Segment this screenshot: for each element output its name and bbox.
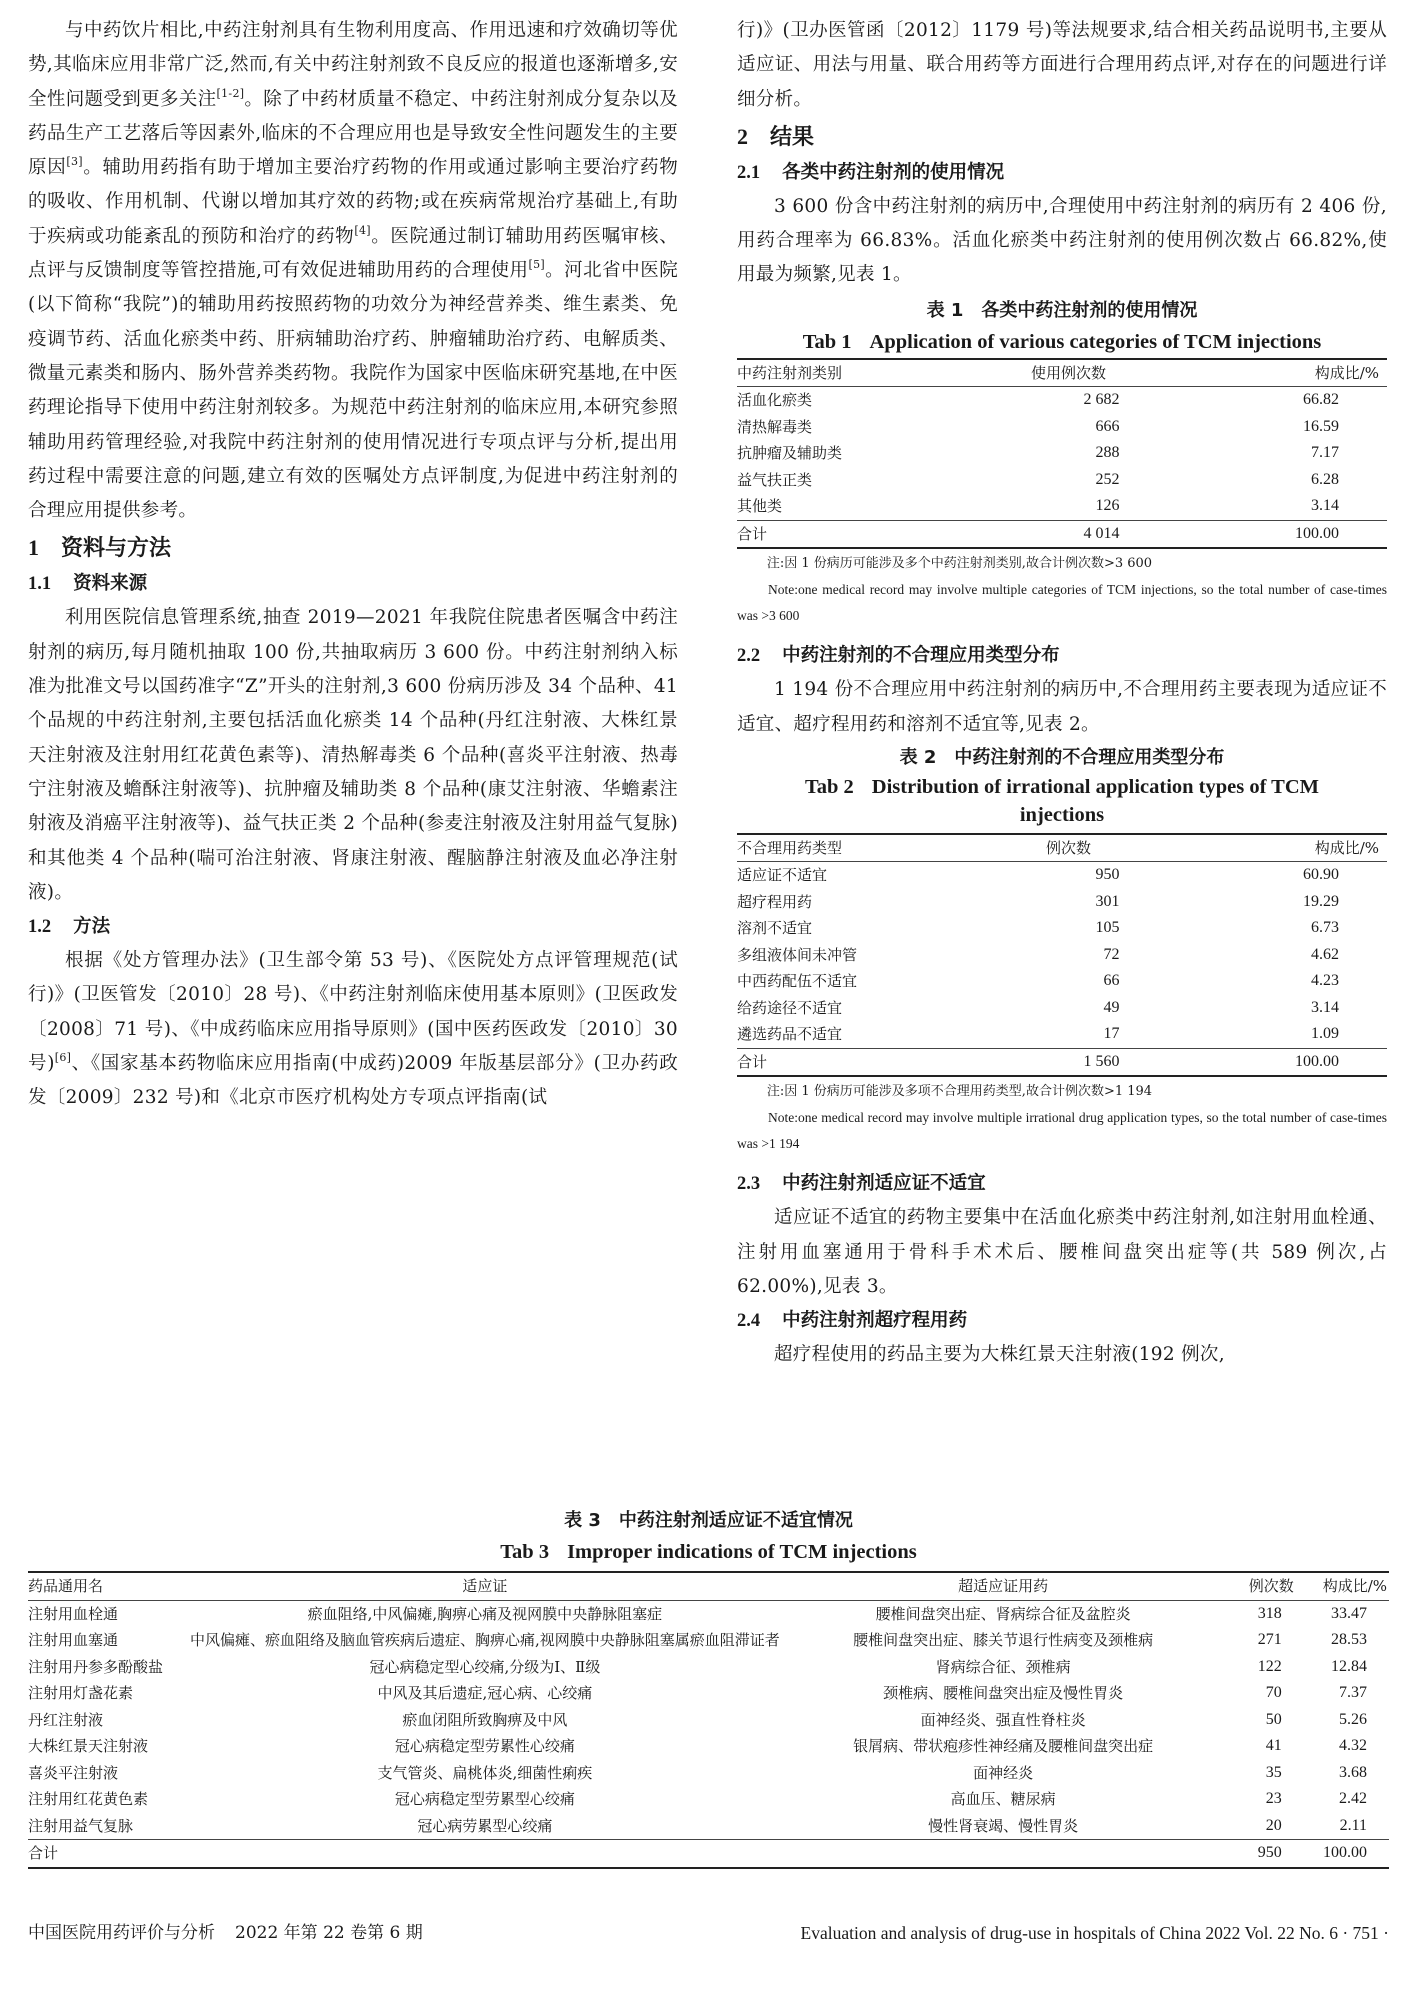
table-total-row: [737, 1048, 1387, 1076]
table-row: [28, 1600, 1389, 1627]
right-column: [737, 14, 1387, 1373]
table-1-caption-cn: [737, 295, 1387, 326]
section-title: 中药注射剂超疗程用药: [782, 1310, 968, 1332]
count-cell: 288: [1095, 444, 1120, 462]
intro-text-2: 。除了中药材质量不稳定、中药注射剂成分复杂以及药品生产工艺落后等因素外,临床的不合理应用也是导致安全性问题发生的主要原因: [28, 88, 678, 179]
type-cell: 中西药配伍不适宜: [737, 972, 858, 991]
count-cell: 950: [1095, 866, 1120, 884]
section-number: 2.3: [737, 1174, 761, 1195]
drug-name-cell: 注射用血栓通: [28, 1604, 119, 1623]
table-header-row: [28, 1572, 1389, 1600]
table-1-note-en: Note:one medical record may involve multiple categories of TCM injections, so the total number of case-times was >3 600: [737, 582, 1387, 624]
section-title: 中药注射剂适应证不适宜: [782, 1173, 986, 1195]
table-1-grid: [737, 358, 1387, 550]
table-row: [737, 862, 1387, 889]
intro-text-4: 。医院通过制订辅助用药医嘱审核、点评与反馈制度等管控措施,可有效促进辅助用药的合理使用: [28, 225, 678, 282]
indication-cell: 中风及其后遗症,冠心病、心绞痛: [377, 1684, 593, 1702]
empty-cell: [780, 1840, 1227, 1868]
count-cell: 252: [1095, 470, 1120, 488]
table-title: Application of various categories of TCM injections: [869, 330, 1322, 353]
percent-cell: 66.82: [1303, 391, 1339, 409]
count-cell: 41: [1265, 1737, 1282, 1754]
citation-5[interactable]: [5]: [528, 258, 545, 272]
column-header: 例次数: [1045, 838, 1091, 857]
journal-name-cn: 中国医院用药评价与分析: [28, 1923, 215, 1943]
table-2-caption-en: [737, 773, 1387, 829]
section-title: 结果: [770, 124, 815, 150]
count-cell: 122: [1257, 1657, 1282, 1675]
count-cell: 126: [1095, 497, 1120, 515]
footer-cn: [28, 1918, 423, 1948]
citation-1-2[interactable]: [1-2]: [216, 86, 245, 100]
table-title: Distribution of irrational application types of TCM injections: [871, 775, 1320, 826]
table-number: Tab 2: [804, 775, 854, 798]
percent-cell: 3.68: [1339, 1763, 1367, 1781]
section-2-2-body: 1 194 份不合理应用中药注射剂的病历中,不合理用药主要表现为适应证不适宜、超疗程用药和溶剂不适宜等,见表 2。: [737, 679, 1387, 735]
section-title: 方法: [73, 916, 111, 938]
table-number: 表 1: [926, 299, 964, 321]
section-2-4-body: 超疗程使用的药品主要为大株红景天注射液(192 例次,: [774, 1344, 1225, 1366]
table-row: [737, 387, 1387, 414]
section-number: 2: [737, 123, 748, 149]
count-cell: 271: [1257, 1631, 1282, 1648]
table-2-note-en: Note:one medical record may involve multiple irrational drug application types, so the total number of case-times was >1 194: [737, 1110, 1387, 1152]
indication-cell: 冠心病劳累型心绞痛: [417, 1816, 553, 1835]
table-row: [737, 467, 1387, 494]
total-count: 4 014: [1083, 524, 1120, 542]
column-header: 适应证: [462, 1577, 508, 1595]
intro-paragraph: [28, 14, 678, 528]
table-1-note-cn: 注:因 1 份病历可能涉及多个中药注射剂类别,故合计例次数>3 600: [766, 556, 1153, 572]
type-cell: 遴选药品不适宜: [737, 1025, 843, 1044]
column-header: 中药注射剂类别: [737, 363, 843, 382]
table-1-caption-en: [737, 326, 1387, 358]
table-2-note-cn: 注:因 1 份病历可能涉及多项不合理用药类型,故合计例次数>1 194: [766, 1084, 1153, 1100]
category-cell: 抗肿瘤及辅助类: [737, 444, 843, 463]
table-row: [737, 493, 1387, 520]
section-1-heading: [28, 530, 678, 567]
table-row: [737, 995, 1387, 1022]
section-1-1-heading: [28, 567, 678, 601]
off-label-cell: 腰椎间盘突出症、肾病综合征及盆腔炎: [875, 1604, 1131, 1623]
total-count: 950: [1257, 1844, 1282, 1861]
off-label-cell: 腰椎间盘突出症、膝关节退行性病变及颈椎病: [853, 1631, 1154, 1649]
table-1: [737, 295, 1387, 630]
left-column: [28, 14, 678, 1116]
section-2-3-heading: [737, 1167, 1387, 1201]
count-cell: 666: [1095, 417, 1120, 435]
type-cell: 超疗程用药: [737, 892, 813, 911]
total-count: 1 560: [1083, 1052, 1120, 1070]
table-row: [737, 889, 1387, 916]
indication-cell: 冠心病稳定型心绞痛,分级为Ⅰ、Ⅱ级: [369, 1657, 601, 1676]
category-cell: 活血化瘀类: [737, 391, 813, 410]
table-number: Tab 3: [500, 1541, 550, 1563]
count-cell: 72: [1103, 945, 1120, 963]
section-number: 1.2: [28, 917, 52, 938]
off-label-cell: 慢性肾衰竭、慢性胃炎: [928, 1816, 1079, 1835]
section-title: 资料来源: [73, 573, 148, 595]
total-label: 合计: [737, 524, 768, 543]
percent-cell: 16.59: [1303, 417, 1339, 435]
count-cell: 2 682: [1083, 391, 1120, 409]
column-header: 使用例次数: [1030, 363, 1106, 382]
percent-cell: 60.90: [1303, 866, 1339, 884]
section-number: 1: [28, 535, 39, 561]
table-header-row: [737, 834, 1387, 862]
indication-cell: 瘀血闭阻所致胸痹及中风: [402, 1710, 568, 1729]
off-label-cell: 银屑病、带状疱疹性神经痛及腰椎间盘突出症: [853, 1737, 1154, 1755]
table-row: [737, 440, 1387, 467]
off-label-cell: 面神经炎: [973, 1763, 1034, 1782]
percent-cell: 3.14: [1311, 497, 1339, 515]
count-cell: 23: [1265, 1790, 1282, 1807]
section-2-1-heading: [737, 156, 1387, 190]
percent-cell: 28.53: [1331, 1631, 1367, 1648]
off-label-cell: 面神经炎、强直性脊柱炎: [920, 1710, 1086, 1729]
percent-cell: 4.23: [1311, 972, 1339, 990]
table-row: [28, 1627, 1389, 1654]
count-cell: 20: [1265, 1816, 1282, 1834]
percent-cell: 19.29: [1303, 892, 1339, 910]
methods-text-2: 、《国家基本药物临床应用指南(中成药)2009 年版基层部分》(卫办药政发〔2009〕232 号)和《北京市医疗机构处方专项点评指南(试: [28, 1053, 678, 1109]
intro-text-1: 与中药饮片相比,中药注射剂具有生物利用度高、作用迅速和疗效确切等优势,其临床应用非常广泛,然而,有关中药注射剂致不良反应的报道也逐渐增多,安全性问题受到更多关注: [28, 20, 678, 110]
table-3-caption-en: [28, 1536, 1389, 1568]
indication-cell: 瘀血阻络,中风偏瘫,胸痹心痛及视网膜中央静脉阻塞症: [307, 1604, 663, 1623]
methods-text-1: 根据《处方管理办法》(卫生部令第 53 号)、《医院处方点评管理规范(试行)》(卫医管发〔2010〕28 号)、《中药注射剂临床使用基本原则》(卫医政发〔2008〕71 号)、《中成药临床应用指导原则》(国中医药医政发〔2010〕30 号): [28, 950, 678, 1075]
table-row: [737, 968, 1387, 995]
count-cell: 49: [1103, 998, 1120, 1016]
methods-continued: 行)》(卫办医管函〔2012〕1179 号)等法规要求,结合相关药品说明书,主要从适应证、用法与用量、联合用药等方面进行合理用药点评,对存在的问题进行详细分析。: [737, 20, 1387, 110]
count-cell: 17: [1103, 1025, 1120, 1043]
percent-cell: 7.17: [1311, 444, 1339, 462]
percent-cell: 2.11: [1339, 1816, 1367, 1834]
percent-cell: 4.32: [1339, 1737, 1367, 1754]
count-cell: 70: [1265, 1684, 1282, 1701]
empty-cell: [190, 1840, 780, 1868]
drug-name-cell: 喜炎平注射液: [28, 1763, 119, 1782]
section-2-2-heading: [737, 639, 1387, 673]
section-1-1-body: 利用医院信息管理系统,抽查 2019—2021 年我院住院患者医嘱含中药注射剂的病历,每月随机抽取 100 份,共抽取病历 3 600 份。中药注射剂纳入标准为批准文号以国药准字“Z”开头的注射剂,3 600 份病历涉及 34 个品种、41 个品规的中药注射剂,主要包括活血化瘀类 14 个品种(丹红注射液、大株红景天注射液及注射用红花黄色素等)、清热解毒类 6 个品种(喜炎平注射液、热毒宁注射液及蟾酥注射液等)、抗肿瘤及辅助类 8 个品种(康艾注射液、华蟾素注射液及消癌平注射液等)、益气扶正类 2 个品种(参麦注射液及注射用益气复脉)和其他类 4 个品种(喘可治注射液、肾康注射液、醒脑静注射液及血必净注射液)。: [28, 607, 678, 903]
table-row: [28, 1786, 1389, 1813]
percent-cell: 3.14: [1311, 998, 1339, 1016]
table-row: [28, 1813, 1389, 1840]
drug-name-cell: 大株红景天注射液: [28, 1737, 149, 1755]
percent-cell: 6.28: [1311, 470, 1339, 488]
total-percent: 100.00: [1323, 1844, 1367, 1861]
indication-cell: 中风偏瘫、瘀血阻络及脑血管疾病后遗症、胸痹心痛,视网膜中央静脉阻塞属瘀血阻滞证者: [190, 1631, 780, 1649]
table-row: [737, 414, 1387, 441]
column-header: 例次数: [1248, 1577, 1294, 1595]
count-cell: 301: [1095, 892, 1120, 910]
drug-name-cell: 注射用灯盏花素: [28, 1684, 134, 1702]
section-number: 2.2: [737, 646, 761, 667]
percent-cell: 6.73: [1311, 919, 1339, 937]
table-2-caption-cn: [737, 742, 1387, 773]
off-label-cell: 颈椎病、腰椎间盘突出症及慢性胃炎: [883, 1684, 1124, 1702]
off-label-cell: 高血压、糖尿病: [950, 1790, 1056, 1808]
count-cell: 66: [1103, 972, 1120, 990]
column-header: 构成比/%: [1322, 1577, 1387, 1595]
section-1-2-heading: [28, 910, 678, 944]
category-cell: 清热解毒类: [737, 417, 813, 436]
percent-cell: 7.37: [1339, 1684, 1367, 1701]
category-cell: 其他类: [737, 497, 783, 516]
citation-4[interactable]: [4]: [354, 223, 371, 237]
table-2-grid: [737, 833, 1387, 1078]
intro-text-3: 。辅助用药指有助于增加主要治疗药物的作用或通过影响主要治疗药物的吸收、作用机制、代谢以增加其疗效的药物;或在疾病常规治疗基础上,有助于疾病或功能紊乱的预防和治疗的药物: [28, 157, 678, 247]
percent-cell: 2.42: [1339, 1790, 1367, 1807]
table-title: 中药注射剂适应证不适宜情况: [618, 1510, 853, 1531]
table-row: [28, 1680, 1389, 1707]
type-cell: 适应证不适宜: [737, 866, 828, 885]
category-cell: 益气扶正类: [737, 470, 813, 489]
column-header: 构成比/%: [1314, 363, 1379, 382]
count-cell: 318: [1257, 1604, 1282, 1622]
percent-cell: 33.47: [1331, 1604, 1367, 1622]
indication-cell: 支气管炎、扁桃体炎,细菌性痢疾: [377, 1763, 593, 1782]
section-title: 中药注射剂的不合理应用类型分布: [782, 645, 1060, 667]
drug-name-cell: 注射用红花黄色素: [28, 1790, 149, 1808]
count-cell: 105: [1095, 919, 1120, 937]
type-cell: 溶剂不适宜: [737, 919, 813, 938]
type-cell: 给药途径不适宜: [737, 998, 843, 1017]
section-2-4-heading: [737, 1304, 1387, 1338]
table-title: 各类中药注射剂的使用情况: [981, 299, 1198, 321]
table-number: 表 3: [564, 1510, 601, 1531]
percent-cell: 5.26: [1339, 1710, 1367, 1728]
section-number: 2.1: [737, 162, 761, 183]
journal-name-en: Evaluation and analysis of drug-use in hospitals of China 2022 Vol. 22 No. 6: [800, 1923, 1338, 1943]
table-total-row: [737, 520, 1387, 548]
total-percent: 100.00: [1295, 1052, 1339, 1070]
section-2-heading: [737, 119, 1387, 156]
section-number: 2.4: [737, 1311, 761, 1332]
table-3-grid: [28, 1571, 1389, 1869]
table-number: 表 2: [899, 746, 937, 768]
drug-name-cell: 注射用丹参多酚酸盐: [28, 1657, 164, 1676]
table-row: [737, 1021, 1387, 1048]
page-number: · 751 ·: [1342, 1923, 1389, 1943]
section-2-3-body: 适应证不适宜的药物主要集中在活血化瘀类中药注射剂,如注射用血栓通、注射用血塞通用于骨科手术术后、腰椎间盘突出症等(共 589 例次,占 62.00%),见表 3。: [737, 1207, 1387, 1297]
table-3-caption-cn: [28, 1505, 1389, 1536]
section-1-2-body: [28, 944, 678, 1115]
total-label: 合计: [737, 1052, 768, 1071]
column-header: 不合理用药类型: [737, 838, 843, 857]
table-row: [28, 1707, 1389, 1734]
total-percent: 100.00: [1295, 524, 1339, 542]
indication-cell: 冠心病稳定型劳累性心绞痛: [394, 1737, 575, 1755]
table-3: [28, 1505, 1389, 1869]
drug-name-cell: 注射用益气复脉: [28, 1816, 134, 1835]
column-header: 构成比/%: [1314, 838, 1379, 857]
indication-cell: 冠心病稳定型劳累型心绞痛: [394, 1790, 575, 1808]
column-header: 超适应证用药: [958, 1577, 1049, 1595]
count-cell: 35: [1265, 1763, 1282, 1781]
table-row: [28, 1760, 1389, 1787]
percent-cell: 4.62: [1311, 945, 1339, 963]
type-cell: 多组液体间未冲管: [737, 945, 858, 964]
intro-text-5: 。河北省中医院(以下简称“我院”)的辅助用药按照药物的功效分为神经营养类、维生素类、免疫调节药、活血化瘀类中药、肝病辅助治疗药、肿瘤辅助治疗药、电解质类、微量元素类和肠内、肠外营养类药物。我院作为国家中医临床研究基地,在中医药理论指导下使用中药注射剂较多。为规范中药注射剂的临床应用,本研究参照辅助用药管理经验,对我院中药注射剂的使用情况进行专项点评与分析,提出用药过程中需要注意的问题,建立有效的医嘱处方点评制度,为促进中药注射剂的合理应用提供参考。: [28, 260, 678, 522]
percent-cell: 12.84: [1331, 1657, 1367, 1675]
column-header: 药品通用名: [28, 1577, 104, 1595]
table-row: [737, 915, 1387, 942]
drug-name-cell: 注射用血塞通: [28, 1631, 119, 1649]
total-label: 合计: [28, 1844, 59, 1862]
table-row: [28, 1654, 1389, 1681]
drug-name-cell: 丹红注射液: [28, 1710, 104, 1729]
section-title: 资料与方法: [61, 536, 172, 562]
section-2-1-body: 3 600 份含中药注射剂的病历中,合理使用中药注射剂的病历有 2 406 份,用药合理率为 66.83%。活血化瘀类中药注射剂的使用例次数占 66.82%,使用最为频繁,见表 1。: [737, 195, 1387, 286]
table-title: Improper indications of TCM injections: [567, 1541, 917, 1563]
citation-3[interactable]: [3]: [66, 155, 83, 169]
citation-6[interactable]: [6]: [54, 1051, 72, 1065]
table-2: [737, 742, 1387, 1158]
count-cell: 50: [1265, 1710, 1282, 1728]
table-row: [28, 1733, 1389, 1760]
table-total-row: [28, 1840, 1389, 1868]
footer-en: [801, 1918, 1389, 1948]
table-header-row: [737, 359, 1387, 387]
section-title: 各类中药注射剂的使用情况: [782, 161, 1005, 183]
table-row: [737, 942, 1387, 969]
table-title: 中药注射剂的不合理应用类型分布: [954, 746, 1225, 768]
table-number: Tab 1: [802, 330, 852, 353]
percent-cell: 1.09: [1311, 1025, 1339, 1043]
issue-cn: 2022 年第 22 卷第 6 期: [235, 1923, 423, 1943]
section-number: 1.1: [28, 574, 52, 595]
off-label-cell: 肾病综合征、颈椎病: [935, 1657, 1071, 1676]
